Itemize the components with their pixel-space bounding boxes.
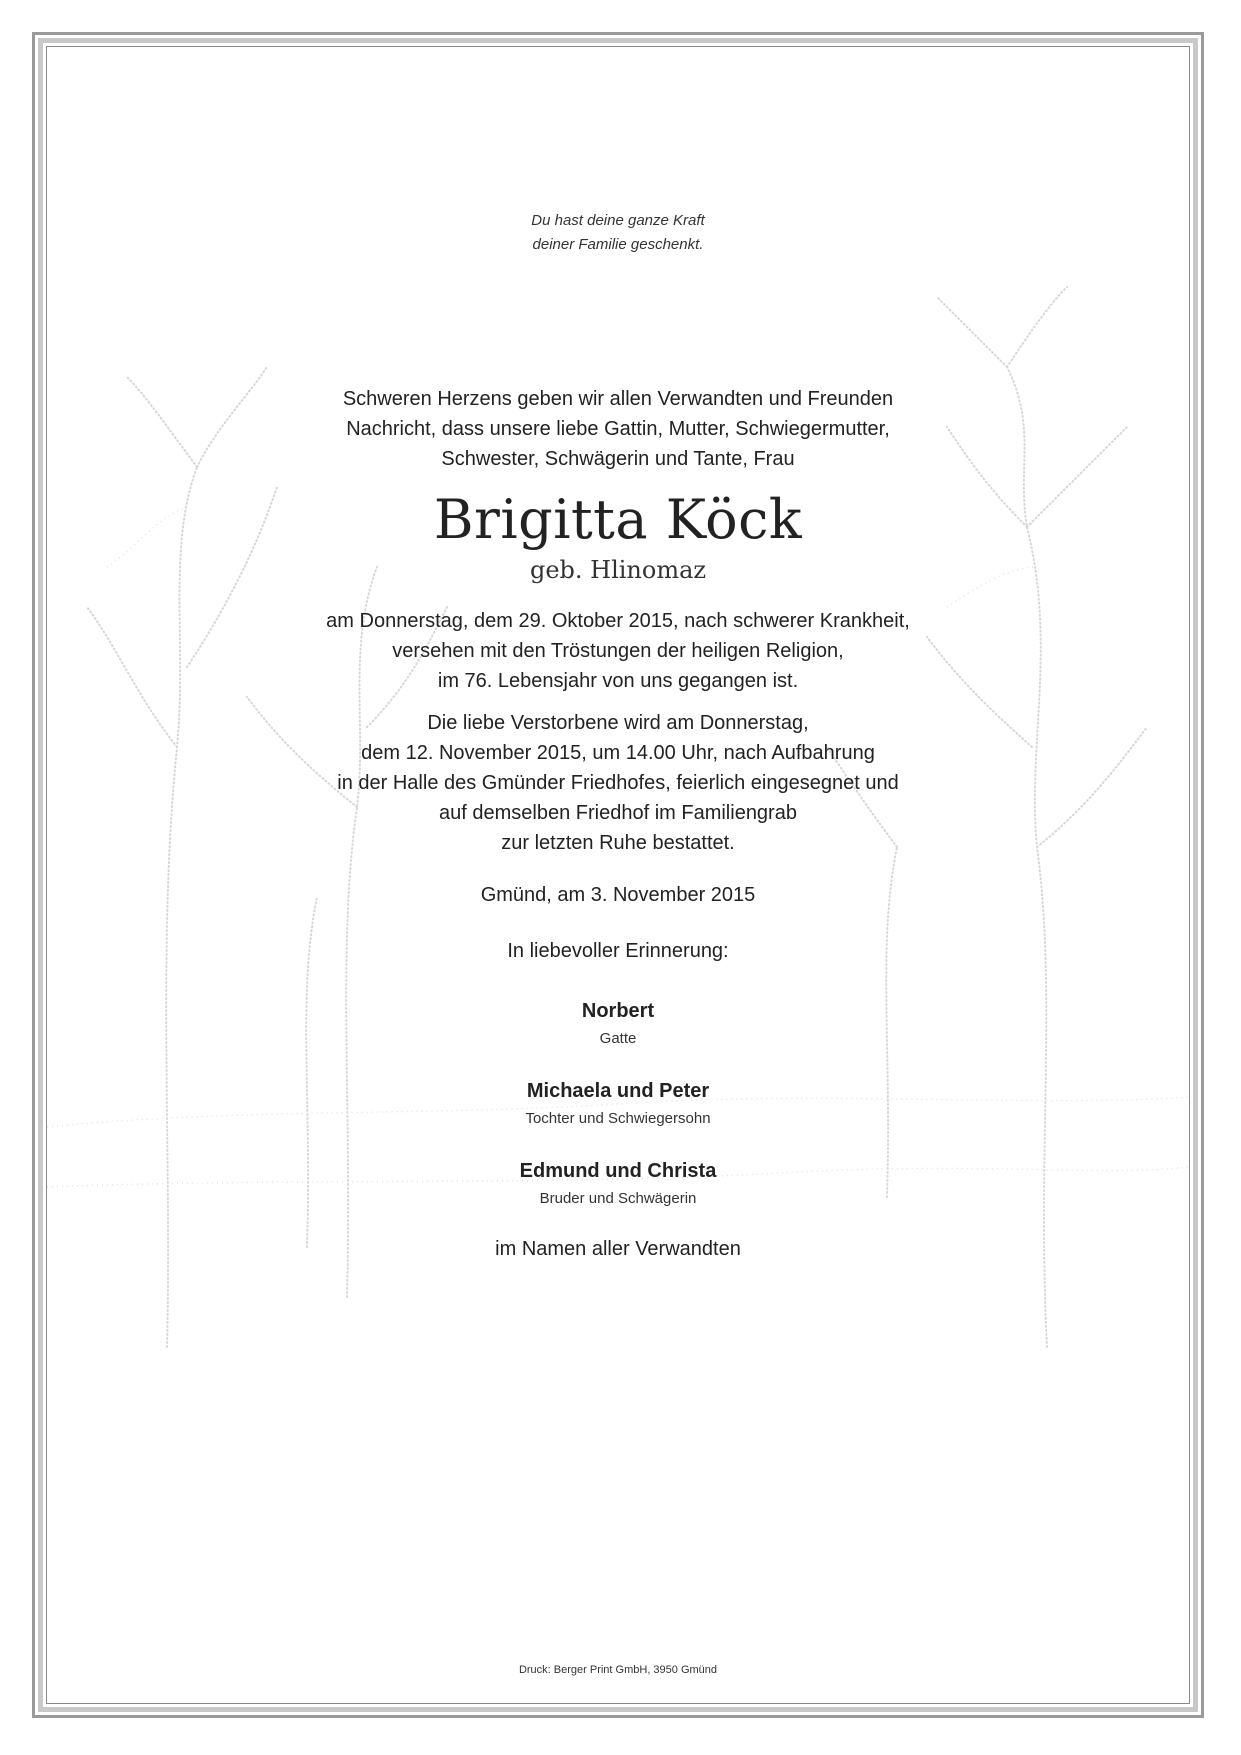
printer-imprint: Druck: Berger Print GmbH, 3950 Gmünd — [518, 1664, 718, 1676]
funeral-line-1: Die liebe Verstorbene wird am Donnerstag, — [427, 712, 809, 734]
mourner-name: Edmund und Christa — [519, 1160, 717, 1182]
intro-line-3: Schwester, Schwägerin und Tante, Frau — [441, 448, 795, 470]
place-date: Gmünd, am 3. November 2015 — [480, 884, 756, 906]
funeral-line-5: zur letzten Ruhe bestattet. — [501, 832, 735, 854]
death-notice-line-1: am Donnerstag, dem 29. Oktober 2015, nach schwerer Krankheit, — [326, 610, 910, 632]
mourner-relation: Tochter und Schwiegersohn — [525, 1110, 711, 1127]
closing-line: im Namen aller Verwandten — [495, 1238, 741, 1260]
intro-line-1: Schweren Herzens geben wir allen Verwandten und Freunden — [342, 388, 894, 410]
mourner-name: Norbert — [581, 1000, 655, 1022]
funeral-line-4: auf demselben Friedhof im Familiengrab — [439, 802, 797, 824]
death-notice-line-3: im 76. Lebensjahr von uns gegangen ist. — [437, 670, 799, 692]
intro-line-2: Nachricht, dass unsere liebe Gattin, Mutter, Schwiegermutter, — [346, 418, 890, 440]
deceased-maiden-name: geb. Hlinomaz — [529, 556, 707, 584]
page-border-inner — [46, 46, 1190, 1704]
motto-line-2: deiner Familie geschenkt. — [532, 236, 704, 253]
death-notice-line-2: versehen mit den Tröstungen der heiligen Religion, — [392, 640, 844, 662]
funeral-line-3: in der Halle des Gmünder Friedhofes, feierlich eingesegnet und — [337, 772, 899, 794]
mourner-name: Michaela und Peter — [526, 1080, 710, 1102]
mourner-relation: Bruder und Schwägerin — [539, 1190, 697, 1207]
deceased-name: Brigitta Köck — [433, 488, 803, 551]
motto-line-1: Du hast deine ganze Kraft — [531, 212, 705, 229]
remembrance-heading: In liebevoller Erinnerung: — [507, 940, 729, 962]
funeral-line-2: dem 12. November 2015, um 14.00 Uhr, nach Aufbahrung — [361, 742, 875, 764]
mourner-relation: Gatte — [599, 1030, 637, 1047]
